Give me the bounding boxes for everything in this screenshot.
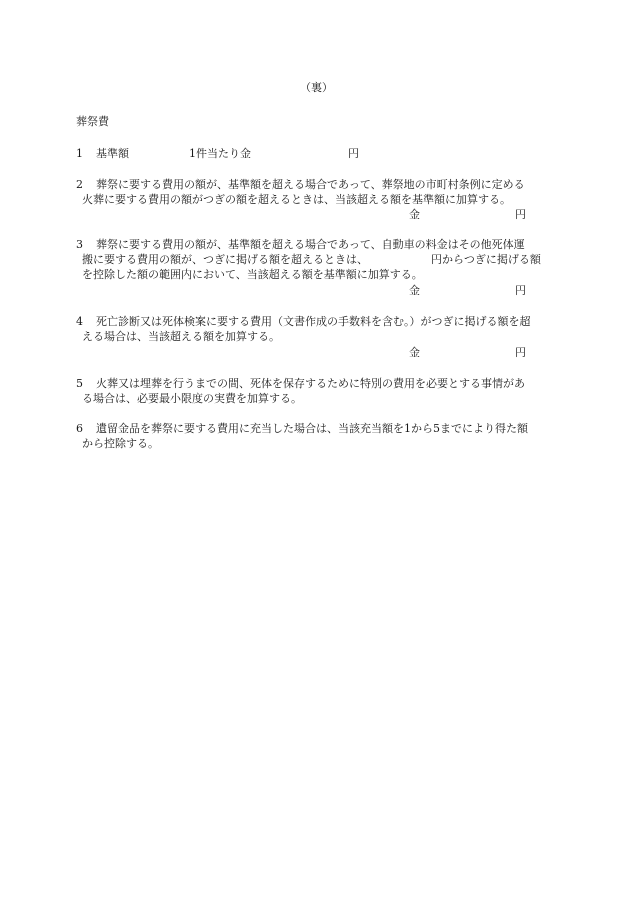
item-text-line: 遺留金品を葬祭に要する費用に充当した場合は、当該充当額を1から5までにより得た額 (96, 422, 528, 435)
kin-label: 金 (409, 346, 420, 359)
item-text: 基準額 (96, 147, 129, 160)
yen-unit: 円 (515, 346, 526, 359)
item-text-line: 火葬又は埋葬を行うまでの間、死体を保存するために特別の費用を必要とする事情があ (96, 377, 525, 390)
item-number: 3 (76, 238, 83, 251)
item-text-line: から控除する。 (82, 437, 159, 450)
yen-unit: 円 (515, 284, 526, 297)
item-text-inline-tail: 円からつぎに掲げる額 (431, 253, 541, 266)
page-side-label: （裏） (300, 81, 333, 94)
item-text-line: える場合は、当該超える額を加算する。 (82, 330, 280, 343)
yen-unit: 円 (348, 147, 359, 160)
item-text-line: 死亡診断又は死体検案に要する費用（文書作成の手数料を含む。）がつぎに掲げる額を超 (96, 315, 531, 328)
item-text-line: 葬祭に要する費用の額が、基準額を超える場合であって、葬祭地の市町村条例に定める (96, 178, 525, 191)
item-text-line: 火葬に要する費用の額がつぎの額を超えるときは、当該超える額を基準額に加算する。 (82, 193, 511, 206)
item-number: 5 (76, 377, 83, 390)
per-item-label: 1件当たり金 (189, 147, 251, 160)
item-number: 1 (76, 147, 83, 160)
item-text-line: 搬に要する費用の額が、つぎに掲げる額を超えるときは、 (82, 253, 368, 266)
item-text-line: を控除した額の範囲内において、当該超える額を基準額に加算する。 (82, 268, 423, 281)
item-number: 2 (76, 178, 83, 191)
item-text-line: 葬祭に要する費用の額が、基準額を超える場合であって、自動車の料金はその他死体運 (96, 238, 525, 251)
section-heading: 葬祭費 (76, 115, 109, 128)
kin-label: 金 (409, 284, 420, 297)
item-number: 4 (76, 315, 83, 328)
kin-label: 金 (409, 208, 420, 221)
yen-unit: 円 (515, 208, 526, 221)
item-number: 6 (76, 422, 83, 435)
item-text-line: る場合は、必要最小限度の実費を加算する。 (82, 392, 302, 405)
